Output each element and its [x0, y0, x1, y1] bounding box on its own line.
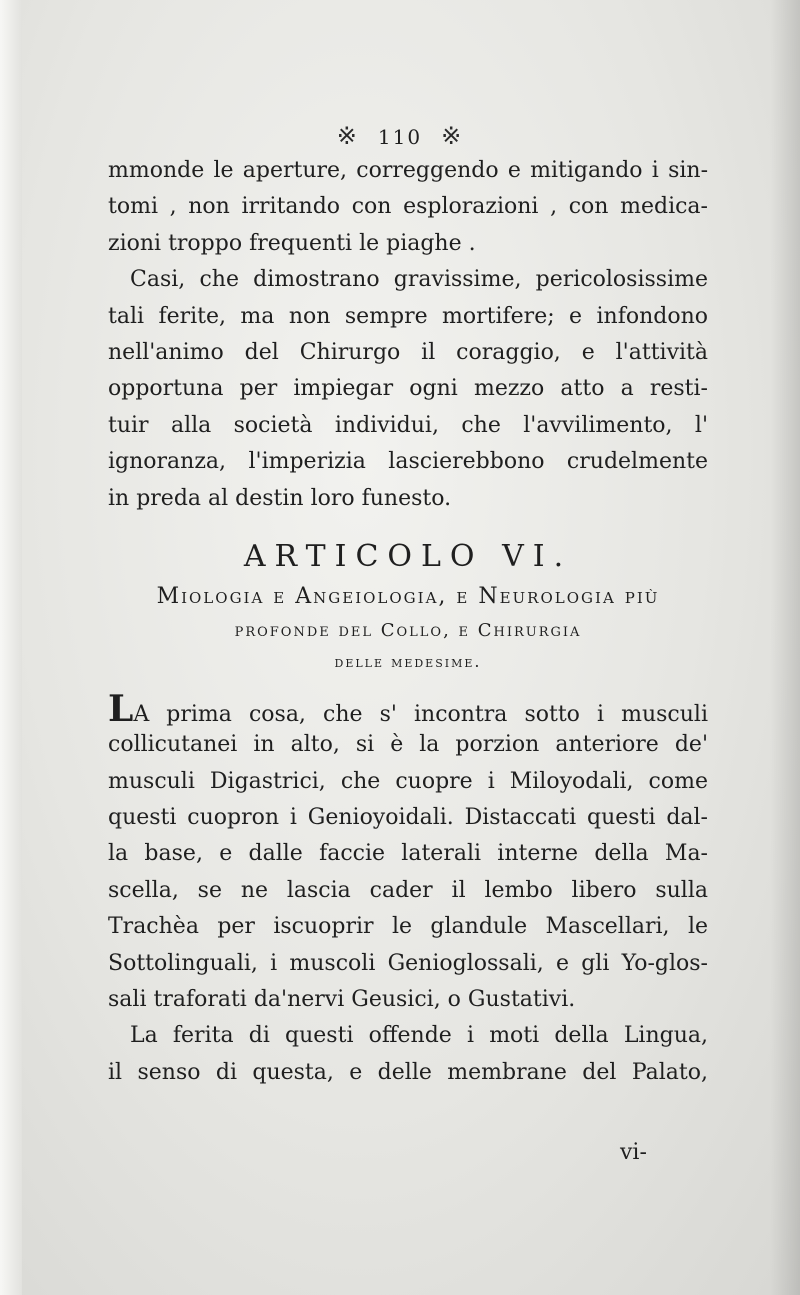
first-line-text: A prima cosa, che s' incontra sotto i musculi — [133, 701, 708, 727]
running-header — [0, 122, 800, 150]
text-line: ignoranza, l'imperizia lascierebbono crudelmente — [108, 449, 708, 475]
catchword: vi- — [620, 1140, 647, 1165]
article-subtitle: Miologia e Angeiologia, e Neurologia più — [156, 583, 660, 609]
page-number: 110 — [377, 125, 423, 149]
asterism-icon: ※ — [441, 122, 464, 150]
text-line: questi cuopron i Genioyoidali. Distaccati questi dal- — [108, 805, 708, 831]
text-line: tuir alla società individui, che l'avvilimento, l' — [108, 412, 708, 438]
text-line: il senso di questa, e delle membrane del Palato, — [108, 1059, 708, 1085]
drop-cap: L — [108, 687, 134, 730]
text-line: opportuna per impiegar ogni mezzo atto a resti- — [108, 376, 708, 402]
text-line: nell'animo del Chirurgo il coraggio, e l'attività — [108, 339, 708, 365]
page-left-edge — [0, 0, 22, 1295]
text-line: scella, se ne lascia cader il lembo libero sulla — [108, 877, 708, 903]
asterism-icon: ※ — [336, 122, 359, 150]
text-line: Sottolinguali, i muscoli Genioglossali, e gli Yo-glos- — [108, 950, 708, 976]
article-subtitle: delle medesime. — [334, 651, 482, 671]
text-body — [108, 153, 708, 1091]
text-line: sali traforati da'nervi Geusici, o Gustativi. — [108, 987, 576, 1013]
text-line: in preda al destin loro funesto. — [108, 485, 452, 511]
article-title: ARTICOLO VI. — [243, 538, 573, 574]
text-line: mmonde le aperture, correggendo e mitigando i sin- — [108, 158, 708, 183]
text-line — [108, 687, 708, 730]
text-line: zioni troppo frequenti le piaghe . — [108, 230, 476, 256]
text-line: tali ferite, ma non sempre mortifere; e infondono — [108, 303, 708, 329]
text-line: la base, e dalle faccie laterali interne della Ma- — [108, 841, 708, 867]
text-line: La ferita di questi offende i moti della Lingua, — [130, 1023, 708, 1049]
text-line: collicutanei in alto, si è la porzion anteriore de' — [108, 732, 708, 758]
page-right-shadow — [770, 0, 800, 1295]
article-subtitle: profonde del Collo, e Chirurgia — [234, 619, 582, 641]
text-line: tomi , non irritando con esplorazioni , con medica- — [108, 194, 708, 220]
text-line: musculi Digastrici, che cuopre i Miloyodali, come — [108, 768, 708, 794]
text-line: Casi, che dimostrano gravissime, pericolosissime — [130, 267, 708, 293]
text-line: Trachèa per iscuoprir le glandule Mascellari, le — [108, 914, 708, 940]
spacer — [108, 677, 708, 691]
